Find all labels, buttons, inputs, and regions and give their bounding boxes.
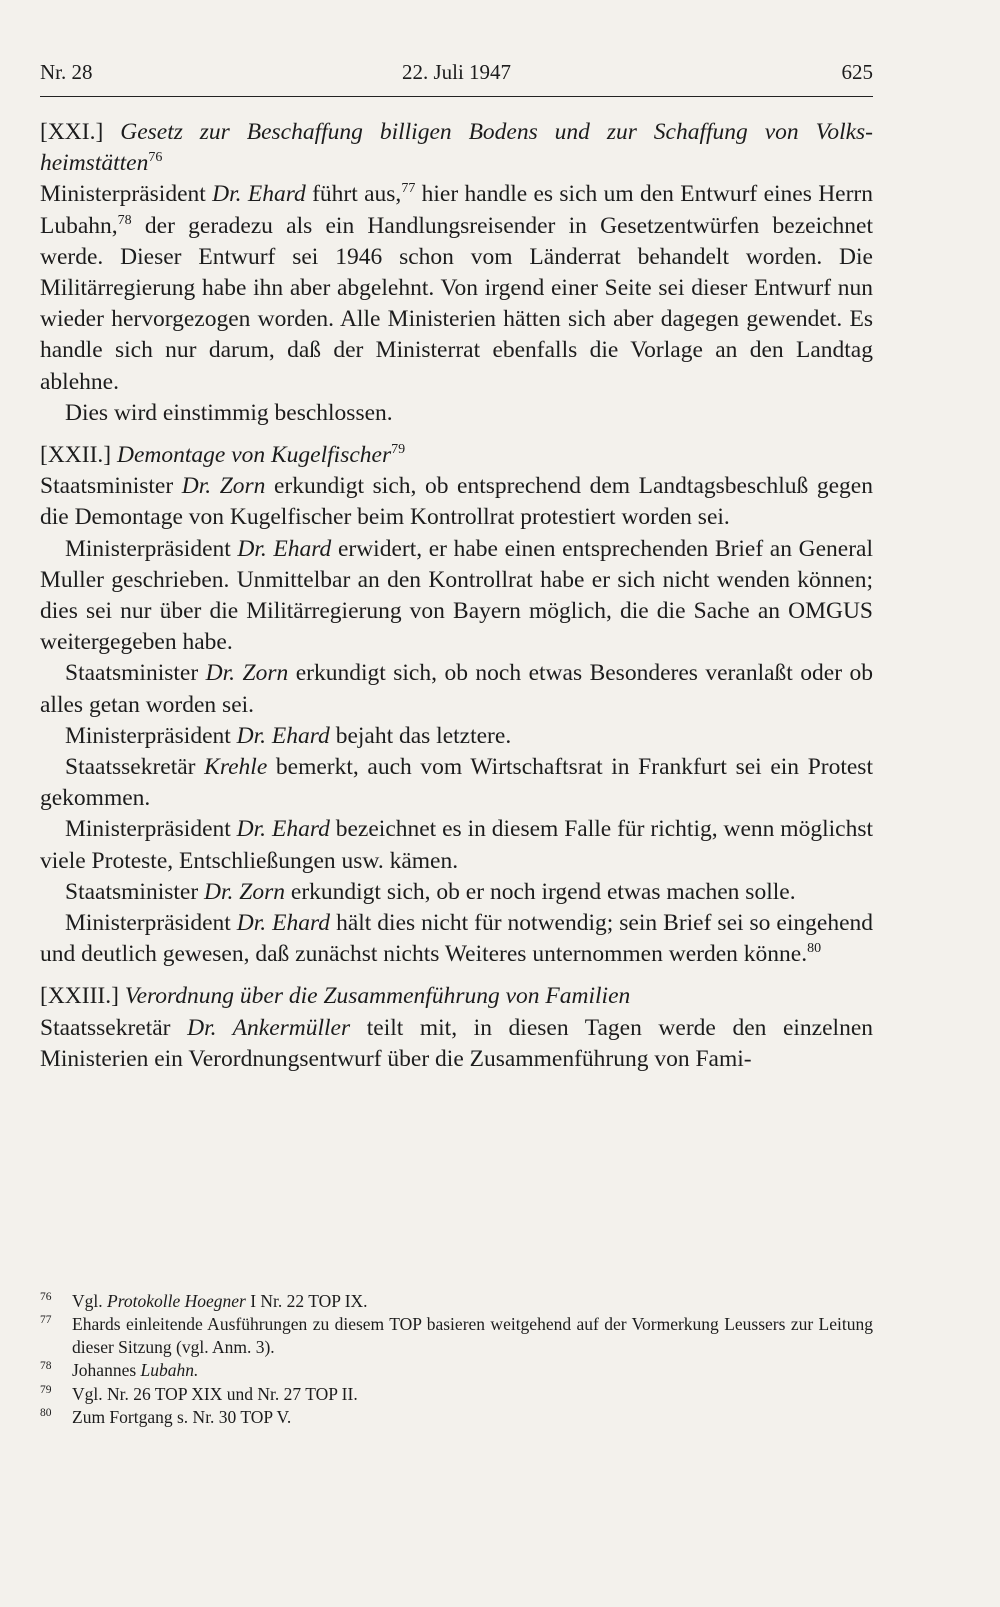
main-text (40, 117, 873, 1075)
footnote-text: Ehards einleitende Ausführungen zu diesem TOP basieren weitgehend auf der Vormerkung Leussers zur Leitung dieser Sitzung (vgl. Anm. 3). (72, 1314, 873, 1357)
paragraph-text: erkundigt sich, ob noch etwas Besonderes veranlaßt oder ob alles getan worden sei. (40, 660, 874, 718)
speaker-role: Ministerpräsident (65, 910, 237, 937)
footnote-number: 80 (40, 1407, 52, 1420)
paragraph (40, 877, 873, 908)
speaker-title: Dr. (236, 722, 272, 749)
paragraph (40, 658, 873, 720)
paragraph-text: teilt mit, in diesen Tagen werde den einzelnen Ministerien ein Verordnungsentwurf über die Zusammenführung von Fami- (40, 1014, 873, 1072)
speaker-role: Ministerpräsident (65, 535, 238, 562)
paragraph-text: hält dies nicht für notwendig; sein Brief sei so eingehend und deutlich gewesen, daß zunächst nichts Weiteres unternommen werden könne. (40, 910, 873, 968)
speaker-role: Staatsminister (65, 878, 205, 905)
speaker-name: Ehard (272, 910, 331, 937)
section-heading-xxiii (40, 981, 873, 1012)
footnote (40, 1406, 873, 1428)
paragraph-text: bejaht das letztere. (329, 722, 512, 749)
footnote-number: 78 (40, 1360, 52, 1373)
footnote (40, 1313, 873, 1358)
speaker-role: Staatssekretär (65, 754, 205, 781)
paragraph-text: erkundigt sich, ob er noch irgend etwas machen solle. (285, 878, 796, 905)
paragraph-text: bezeichnet es in diesem Falle für richtig, wenn möglichst viele Proteste, Entschließungen usw. kämen. (40, 816, 873, 874)
speaker-title: Dr. (204, 878, 240, 905)
speaker-role: Staatsminister (65, 660, 206, 687)
speaker-role: Ministerpräsident (65, 816, 237, 843)
paragraph-text: erkundigt sich, ob entsprechend dem Landtagsbeschluß gegen die Demontage von Kugelfischer beim Kontrollrat protestiert worden sei. (40, 473, 873, 531)
footnote-ref: 76 (148, 150, 163, 166)
paragraph-text: der geradezu als ein Handlungsreisender in Gesetzentwürfen bezeichnet werde. Dieser Entwurf sei 1946 schon vom Länderrat behandelt worden. Die Militärregierung habe ihn aber abgelehnt. Von irgend einer Seite sei dieser Entwurf nun wieder hervorgezogen worden. Alle Ministerien hätten sich aber dagegen gewendet. Es handle sich nur darum, daß der Ministerrat ebenfalls die Vorlage an den Landtag ablehne. (40, 212, 873, 395)
footnote-text: Johannes (72, 1360, 141, 1381)
page-number: 625 (841, 60, 873, 84)
paragraph-text: führt aus, (305, 181, 402, 208)
paragraph-text: hier handle es sich um den Entwurf eines Herrn Lubahn, (40, 181, 874, 239)
footnote-number: 79 (40, 1383, 52, 1396)
speaker-name: Ehard (247, 181, 306, 208)
speaker-name: Zorn (219, 473, 266, 500)
section-title: Demontage von Kugelfischer (117, 442, 392, 469)
section-label: [XXI.] (40, 119, 104, 145)
footnote-text: Vgl. (72, 1291, 107, 1311)
paragraph (40, 908, 873, 970)
footnote-ref: 77 (401, 181, 416, 197)
paragraph (40, 179, 873, 397)
speaker-title: Dr. (236, 816, 272, 843)
session-date: 22. Juli 1947 (401, 60, 512, 84)
section-title: Gesetz zur Beschaffung billigen Bodens und zur Schaffung von Volks-heimstätten (40, 119, 873, 177)
paragraph (40, 1013, 873, 1075)
paragraph-text: bemerkt, auch vom Wirtschaftsrat in Frankfurt sei ein Protest gekommen. (40, 754, 873, 812)
speaker-name: Ehard (271, 722, 330, 749)
footnote-ref: 79 (391, 442, 406, 458)
speaker-name: Ankermüller (232, 1014, 351, 1041)
footnote-ref: 80 (807, 941, 822, 957)
speaker-title: Dr. (236, 910, 273, 937)
speaker-role: Staatssekretär (40, 1014, 188, 1041)
speaker-name: Krehle (204, 754, 268, 781)
speaker-name: Zorn (242, 660, 289, 687)
speaker-name: Zorn (239, 878, 286, 905)
paragraph-text: erwidert, er habe einen entsprechenden Brief an General Muller geschrieben. Unmittelbar an den Kontrollrat habe er sich nicht wenden können; dies sei nur über die Militärregierung von Bayern möglich, die die Sache an OMGUS weitergegeben habe. (40, 535, 873, 656)
speaker-title: Dr. (205, 660, 243, 687)
speaker-title: Dr. (187, 1014, 233, 1041)
footnotes (40, 1290, 873, 1429)
section-label: [XXII.] (40, 442, 112, 469)
header-rule (40, 96, 873, 97)
section-title: Verordnung über die Zusammenführung von Familien (124, 983, 631, 1010)
footnote-italic: Lubahn. (140, 1360, 199, 1381)
running-head (40, 60, 873, 90)
document-number: Nr. 28 (40, 60, 93, 84)
footnote-italic: Protokolle Hoegner (107, 1291, 246, 1311)
footnote-text: I Nr. 22 TOP IX. (245, 1291, 368, 1311)
paragraph (40, 471, 873, 533)
footnote-ref: 78 (117, 212, 132, 228)
footnote-number: 77 (40, 1314, 52, 1327)
speaker-title: Dr. (181, 473, 220, 500)
paragraph (40, 721, 873, 752)
footnote-text: Zum Fortgang s. Nr. 30 TOP V. (72, 1407, 292, 1428)
speaker-name: Ehard (273, 535, 332, 562)
speaker-name: Ehard (271, 816, 330, 843)
paragraph (40, 814, 873, 876)
paragraph (40, 752, 873, 814)
section-label: [XXIII.] (40, 983, 119, 1010)
document-page (40, 0, 873, 1607)
speaker-role: Ministerpräsident (40, 181, 213, 208)
paragraph (40, 534, 873, 659)
speaker-title: Dr. (237, 535, 274, 562)
section-heading-xxii (40, 440, 873, 471)
speaker-role: Ministerpräsident (65, 722, 237, 749)
section-heading-xxi (40, 117, 873, 179)
paragraph: Dies wird einstimmig beschlossen. (65, 399, 393, 426)
footnote-text: Vgl. Nr. 26 TOP XIX und Nr. 27 TOP II. (72, 1383, 358, 1404)
footnote (40, 1383, 873, 1405)
speaker-title: Dr. (212, 181, 248, 208)
footnote-number: 76 (40, 1291, 52, 1303)
speaker-role: Staatsminister (40, 473, 182, 500)
footnote (40, 1290, 873, 1312)
footnote (40, 1359, 873, 1381)
